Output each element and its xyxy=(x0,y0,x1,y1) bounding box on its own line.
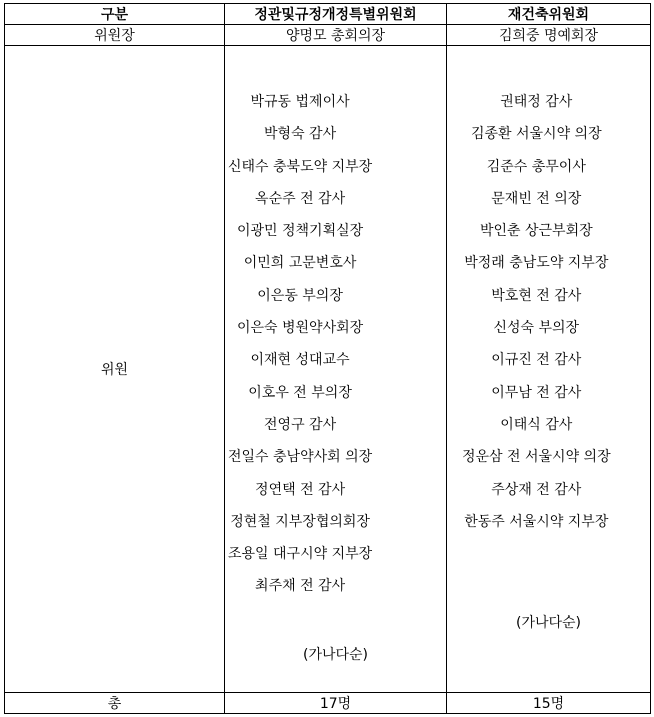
member-item: 김종환 서울시약 의장 xyxy=(470,126,602,143)
member-item: 문재빈 전 의장 xyxy=(491,190,582,207)
chair-label: 위원장 xyxy=(5,25,225,46)
member-item: 이무남 전 감사 xyxy=(491,384,582,401)
member-item: 최주채 전 감사 xyxy=(255,578,346,595)
member-item: 조용일 대구시약 지부장 xyxy=(228,546,373,563)
header-reconstruction-committee: 재건축위원회 xyxy=(447,4,651,25)
total-row xyxy=(5,693,651,714)
member-item: 박형숙 감사 xyxy=(264,126,337,143)
member-item: 전영구 감사 xyxy=(264,416,337,433)
total-special-committee: 17명 xyxy=(225,693,447,714)
member-item: 이은숙 병원약사회장 xyxy=(236,320,364,337)
member-item: 옥순주 전 감사 xyxy=(255,190,346,207)
special-committee-sort-note: (가나다순) xyxy=(302,647,369,663)
member-item: 전일수 충남약사회 의장 xyxy=(228,449,373,466)
members-reconstruction-committee-cell xyxy=(447,46,651,693)
header-special-committee: 정관및규정개정특별위원회 xyxy=(225,4,447,25)
member-item: 정운삼 전 서울시약 의장 xyxy=(462,449,611,466)
member-item: 박정래 충남도약 지부장 xyxy=(464,255,609,272)
member-item: 이재현 성대교수 xyxy=(250,352,350,369)
member-item: 김준수 총무이사 xyxy=(486,158,586,175)
member-item: 주상재 전 감사 xyxy=(491,481,582,498)
members-reconstruction-committee-list xyxy=(447,86,611,538)
member-item: 박인춘 상근부회장 xyxy=(479,223,593,240)
chair-row xyxy=(5,25,651,46)
members-label: 위원 xyxy=(5,46,225,693)
total-label: 총 xyxy=(5,693,225,714)
members-special-committee-list xyxy=(225,86,372,603)
total-reconstruction-committee: 15명 xyxy=(447,693,651,714)
reconstruction-committee-sort-note: (가나다순) xyxy=(515,615,582,631)
header-row xyxy=(5,4,651,25)
member-item: 이은동 부의장 xyxy=(257,287,343,304)
member-item: 이태식 감사 xyxy=(500,416,573,433)
chair-special-committee: 양명모 총회의장 xyxy=(225,25,447,46)
member-item: 정연택 전 감사 xyxy=(255,481,346,498)
member-item: 신태수 충북도약 지부장 xyxy=(228,158,373,175)
chair-reconstruction-committee: 김희중 명예회장 xyxy=(447,25,651,46)
member-item: 신성숙 부의장 xyxy=(493,320,580,337)
committee-table xyxy=(4,3,651,714)
members-row xyxy=(5,46,651,693)
member-item: 이규진 전 감사 xyxy=(491,352,582,369)
member-item: 박규동 법제이사 xyxy=(250,94,350,110)
member-item: 권태정 감사 xyxy=(500,94,573,110)
member-item: 한동주 서울시약 지부장 xyxy=(464,513,609,530)
members-special-committee-cell xyxy=(225,46,447,693)
member-item: 이호우 전 부의장 xyxy=(248,384,352,401)
member-item: 이민희 고문변호사 xyxy=(243,255,357,272)
member-item: 박호현 전 감사 xyxy=(491,287,582,304)
member-item: 이광민 정책기획실장 xyxy=(236,223,364,240)
member-item: 정현철 지부장협의회장 xyxy=(230,513,370,530)
header-category: 구분 xyxy=(5,4,225,25)
